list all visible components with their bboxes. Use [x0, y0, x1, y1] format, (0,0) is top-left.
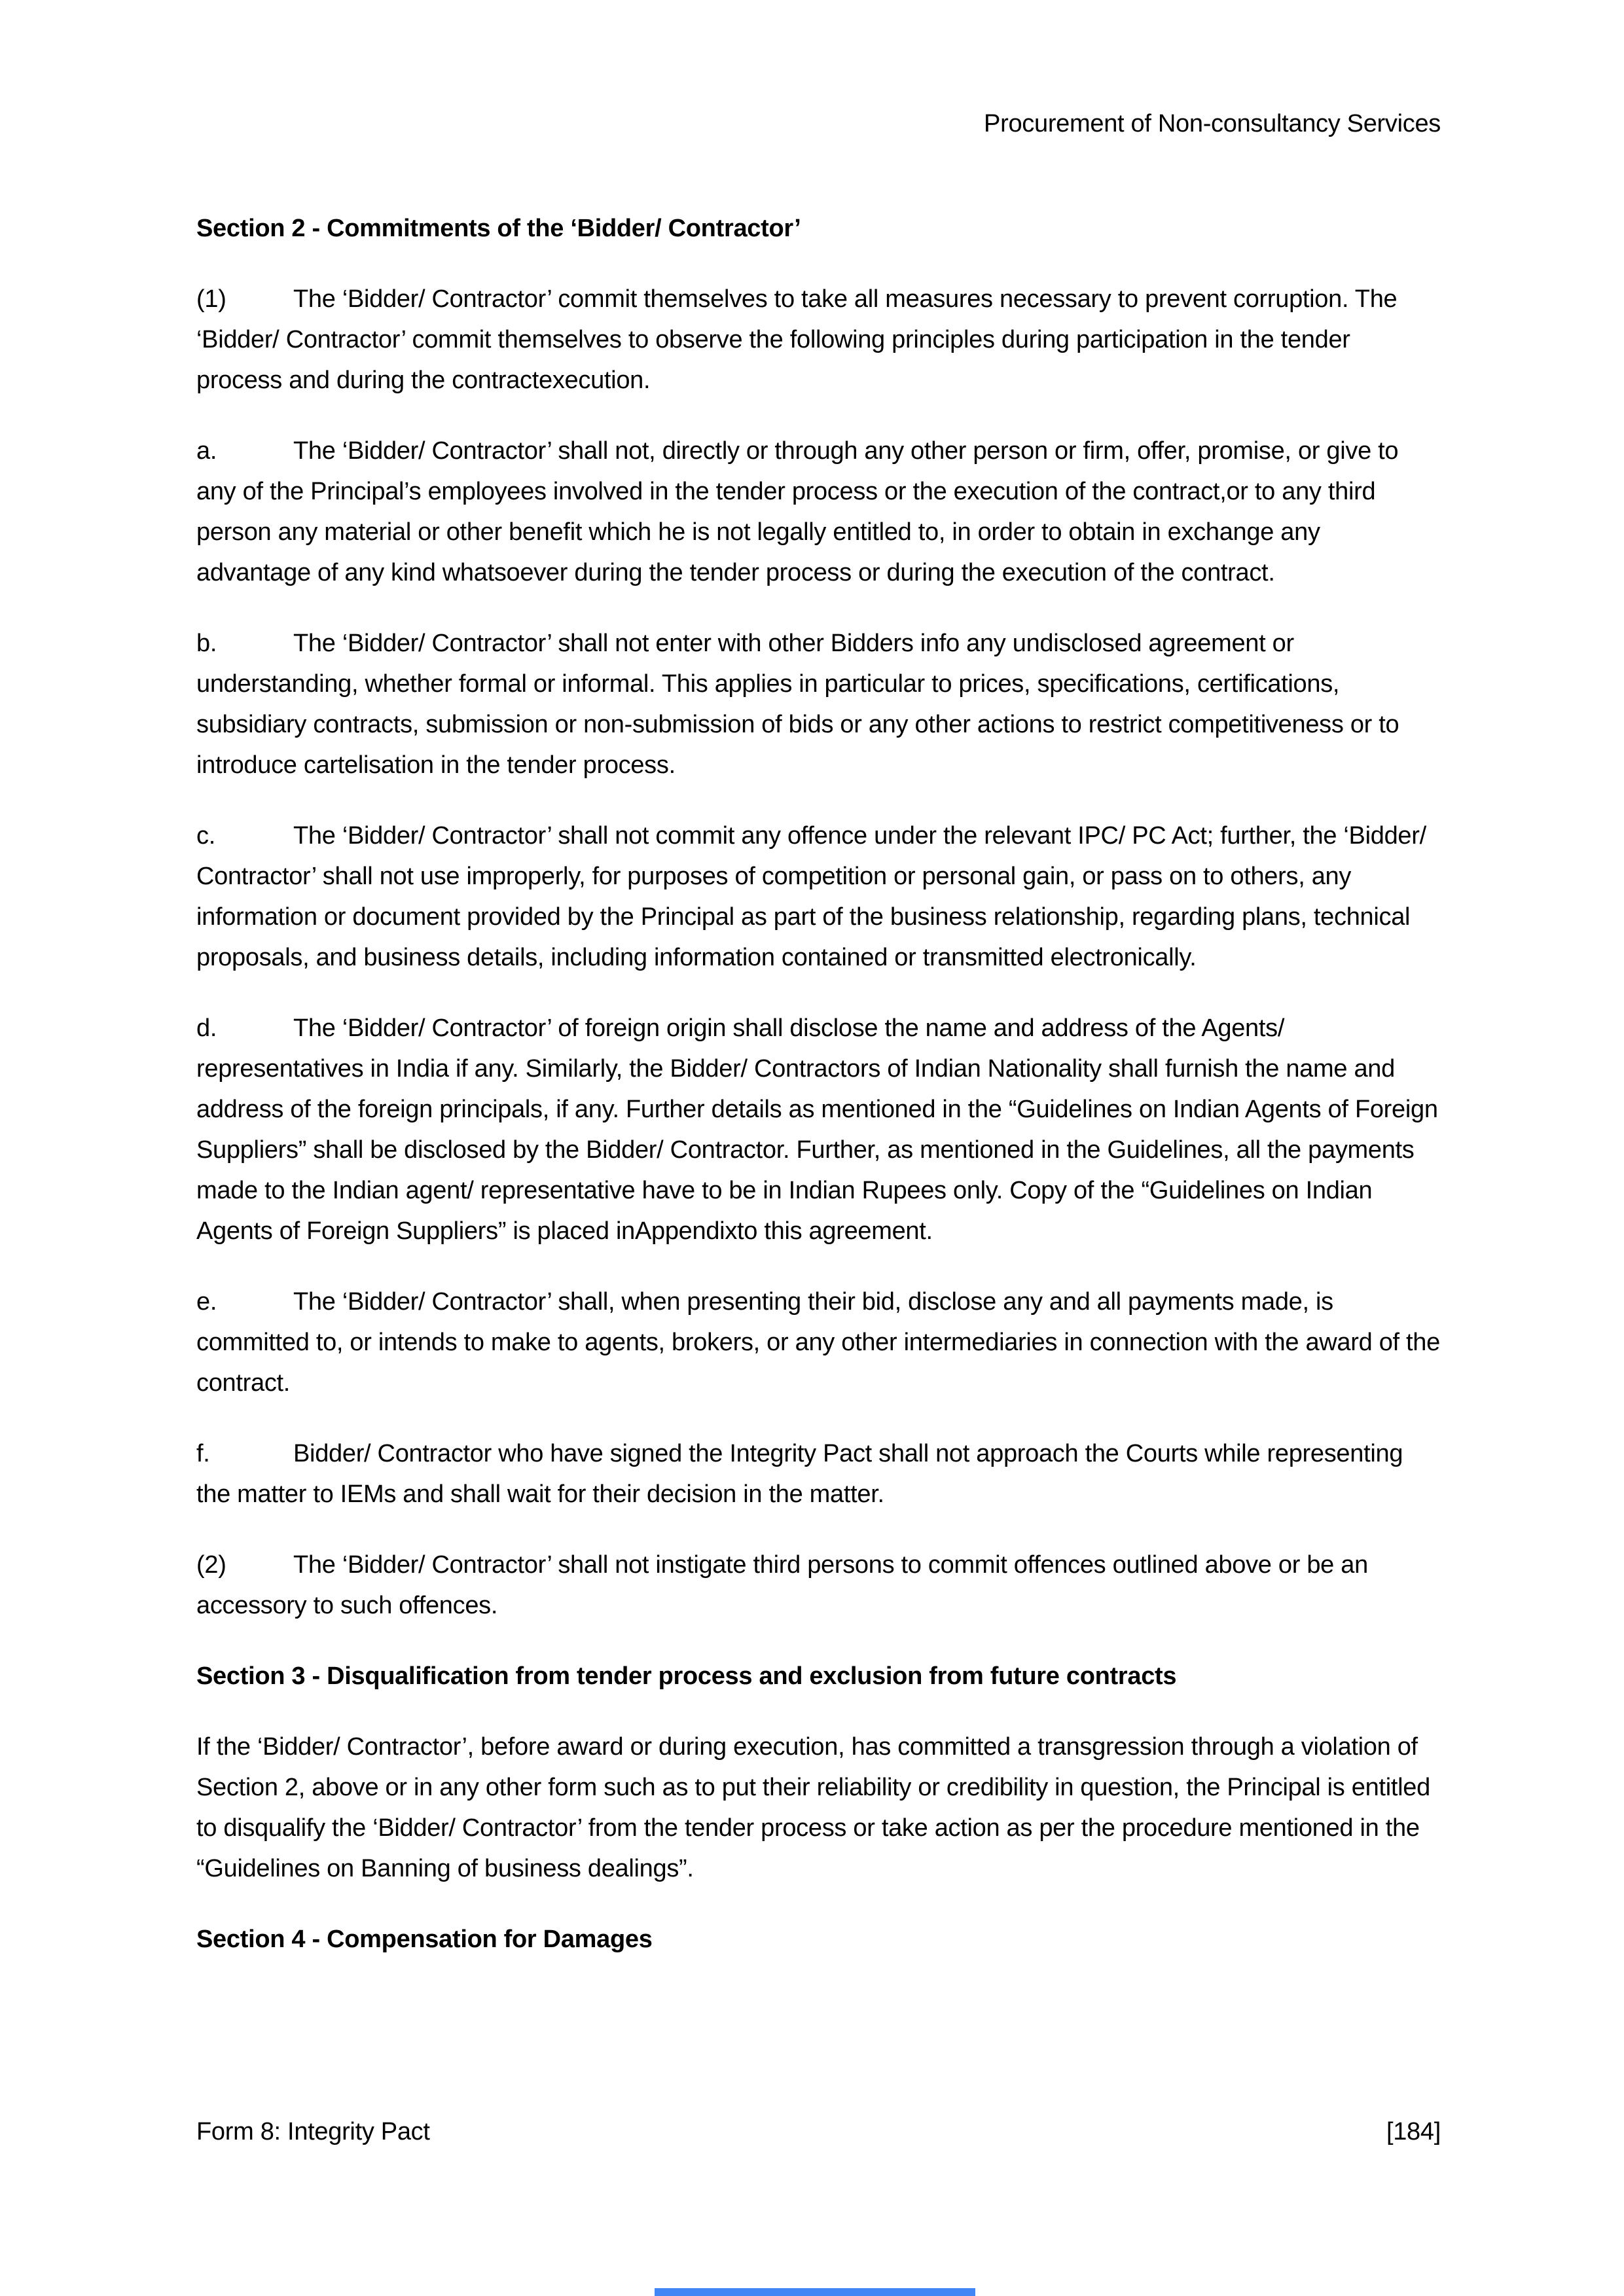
list-marker: e.	[196, 1288, 217, 1316]
paragraph	[196, 1008, 1441, 1251]
paragraph-text: The ‘Bidder/ Contractor’ shall not commit any offence under the relevant IPC/ PC Act; further, the ‘Bidder/ Contractor’ shall not use improperly, for purposes of competition or personal gain, or pass on to others, any information or document provided by the Principal as part of the business relationship, regarding plans, technical proposals, and business details, including information contained or transmitted electronically.	[196, 822, 1426, 971]
list-marker: c.	[196, 822, 215, 850]
section-heading: Section 3 - Disqualification from tender process and exclusion from future contracts	[196, 1662, 1177, 1690]
paragraph-text: The ‘Bidder/ Contractor’ shall not, directly or through any other person or firm, offer, promise, or give to any of the Principal’s employees involved in the tender process or the execution of the contract,or to any third person any material or other benefit which he is not legally entitled to, in order to obtain in exchange any advantage of any kind whatsoever during the tender process or during the execution of the contract.	[196, 437, 1399, 586]
section-heading: Section 4 - Compensation for Damages	[196, 1926, 653, 1953]
paragraph	[196, 431, 1441, 593]
paragraph	[196, 279, 1441, 401]
paragraph-text: The ‘Bidder/ Contractor’ of foreign origin shall disclose the name and address of the Agents/ representatives in India if any. Similarly, the Bidder/ Contractors of Indian Nationality shall furnish the name and address of the foreign principals, if any. Further details as mentioned in the “Guidelines on Indian Agents of Foreign Suppliers” shall be disclosed by the Bidder/ Contractor. Further, as mentioned in the Guidelines, all the payments made to the Indian agent/ representative have to be in Indian Rupees only. Copy of the “Guidelines on Indian Agents of Foreign Suppliers” is placed inAppendixto this agreement.	[196, 1014, 1438, 1245]
paragraph	[196, 816, 1441, 978]
page-footer	[196, 2111, 1441, 2152]
list-marker: b.	[196, 630, 217, 657]
footer-page-number: [184]	[1386, 2118, 1441, 2145]
page-header	[0, 0, 1624, 144]
paragraph-text: The ‘Bidder/ Contractor’ commit themselves to take all measures necessary to prevent corruption. The ‘Bidder/ Contractor’ commit themselves to observe the following principles during participation in the tender process and during the contractexecution.	[196, 285, 1398, 394]
list-marker: d.	[196, 1014, 217, 1042]
paragraph	[196, 1282, 1441, 1403]
list-marker: (1)	[196, 285, 226, 313]
list-marker: (2)	[196, 1551, 226, 1579]
document-body	[0, 208, 1624, 1960]
paragraph	[196, 1545, 1441, 1626]
list-marker: a.	[196, 437, 217, 465]
paragraph-text: The ‘Bidder/ Contractor’ shall not enter with other Bidders info any undisclosed agreement or understanding, whether formal or informal. This applies in particular to prices, specifications, certifications, subsidiary contracts, submission or non-submission of bids or any other actions to restrict competitiveness or to introduce cartelisation in the tender process.	[196, 630, 1399, 779]
paragraph: If the ‘Bidder/ Contractor’, before award or during execution, has committed a transgression through a violation of Section 2, above or in any other form such as to put their reliability or credibility in question, the Principal is entitled to disqualify the ‘Bidder/ Contractor’ from the tender process or take action as per the procedure mentioned in the “Guidelines on Banning of business dealings”.	[196, 1733, 1430, 1882]
paragraph	[196, 623, 1441, 785]
paragraph	[196, 1433, 1441, 1515]
list-marker: f.	[196, 1440, 210, 1467]
header-title: Procurement of Non-consultancy Services	[984, 110, 1441, 137]
footer-form-label: Form 8: Integrity Pact	[196, 2118, 430, 2145]
paragraph-text: The ‘Bidder/ Contractor’ shall, when presenting their bid, disclose any and all payments made, is committed to, or intends to make to agents, brokers, or any other intermediaries in connection with the award of the contract.	[196, 1288, 1440, 1397]
paragraph-text: Bidder/ Contractor who have signed the Integrity Pact shall not approach the Courts while representing the matter to IEMs and shall wait for their decision in the matter.	[196, 1440, 1403, 1508]
paragraph-text: The ‘Bidder/ Contractor’ shall not instigate third persons to commit offences outlined above or be an accessory to such offences.	[196, 1551, 1368, 1619]
section-heading: Section 2 - Commitments of the ‘Bidder/ Contractor’	[196, 215, 801, 242]
bottom-accent-bar	[655, 2288, 975, 2296]
